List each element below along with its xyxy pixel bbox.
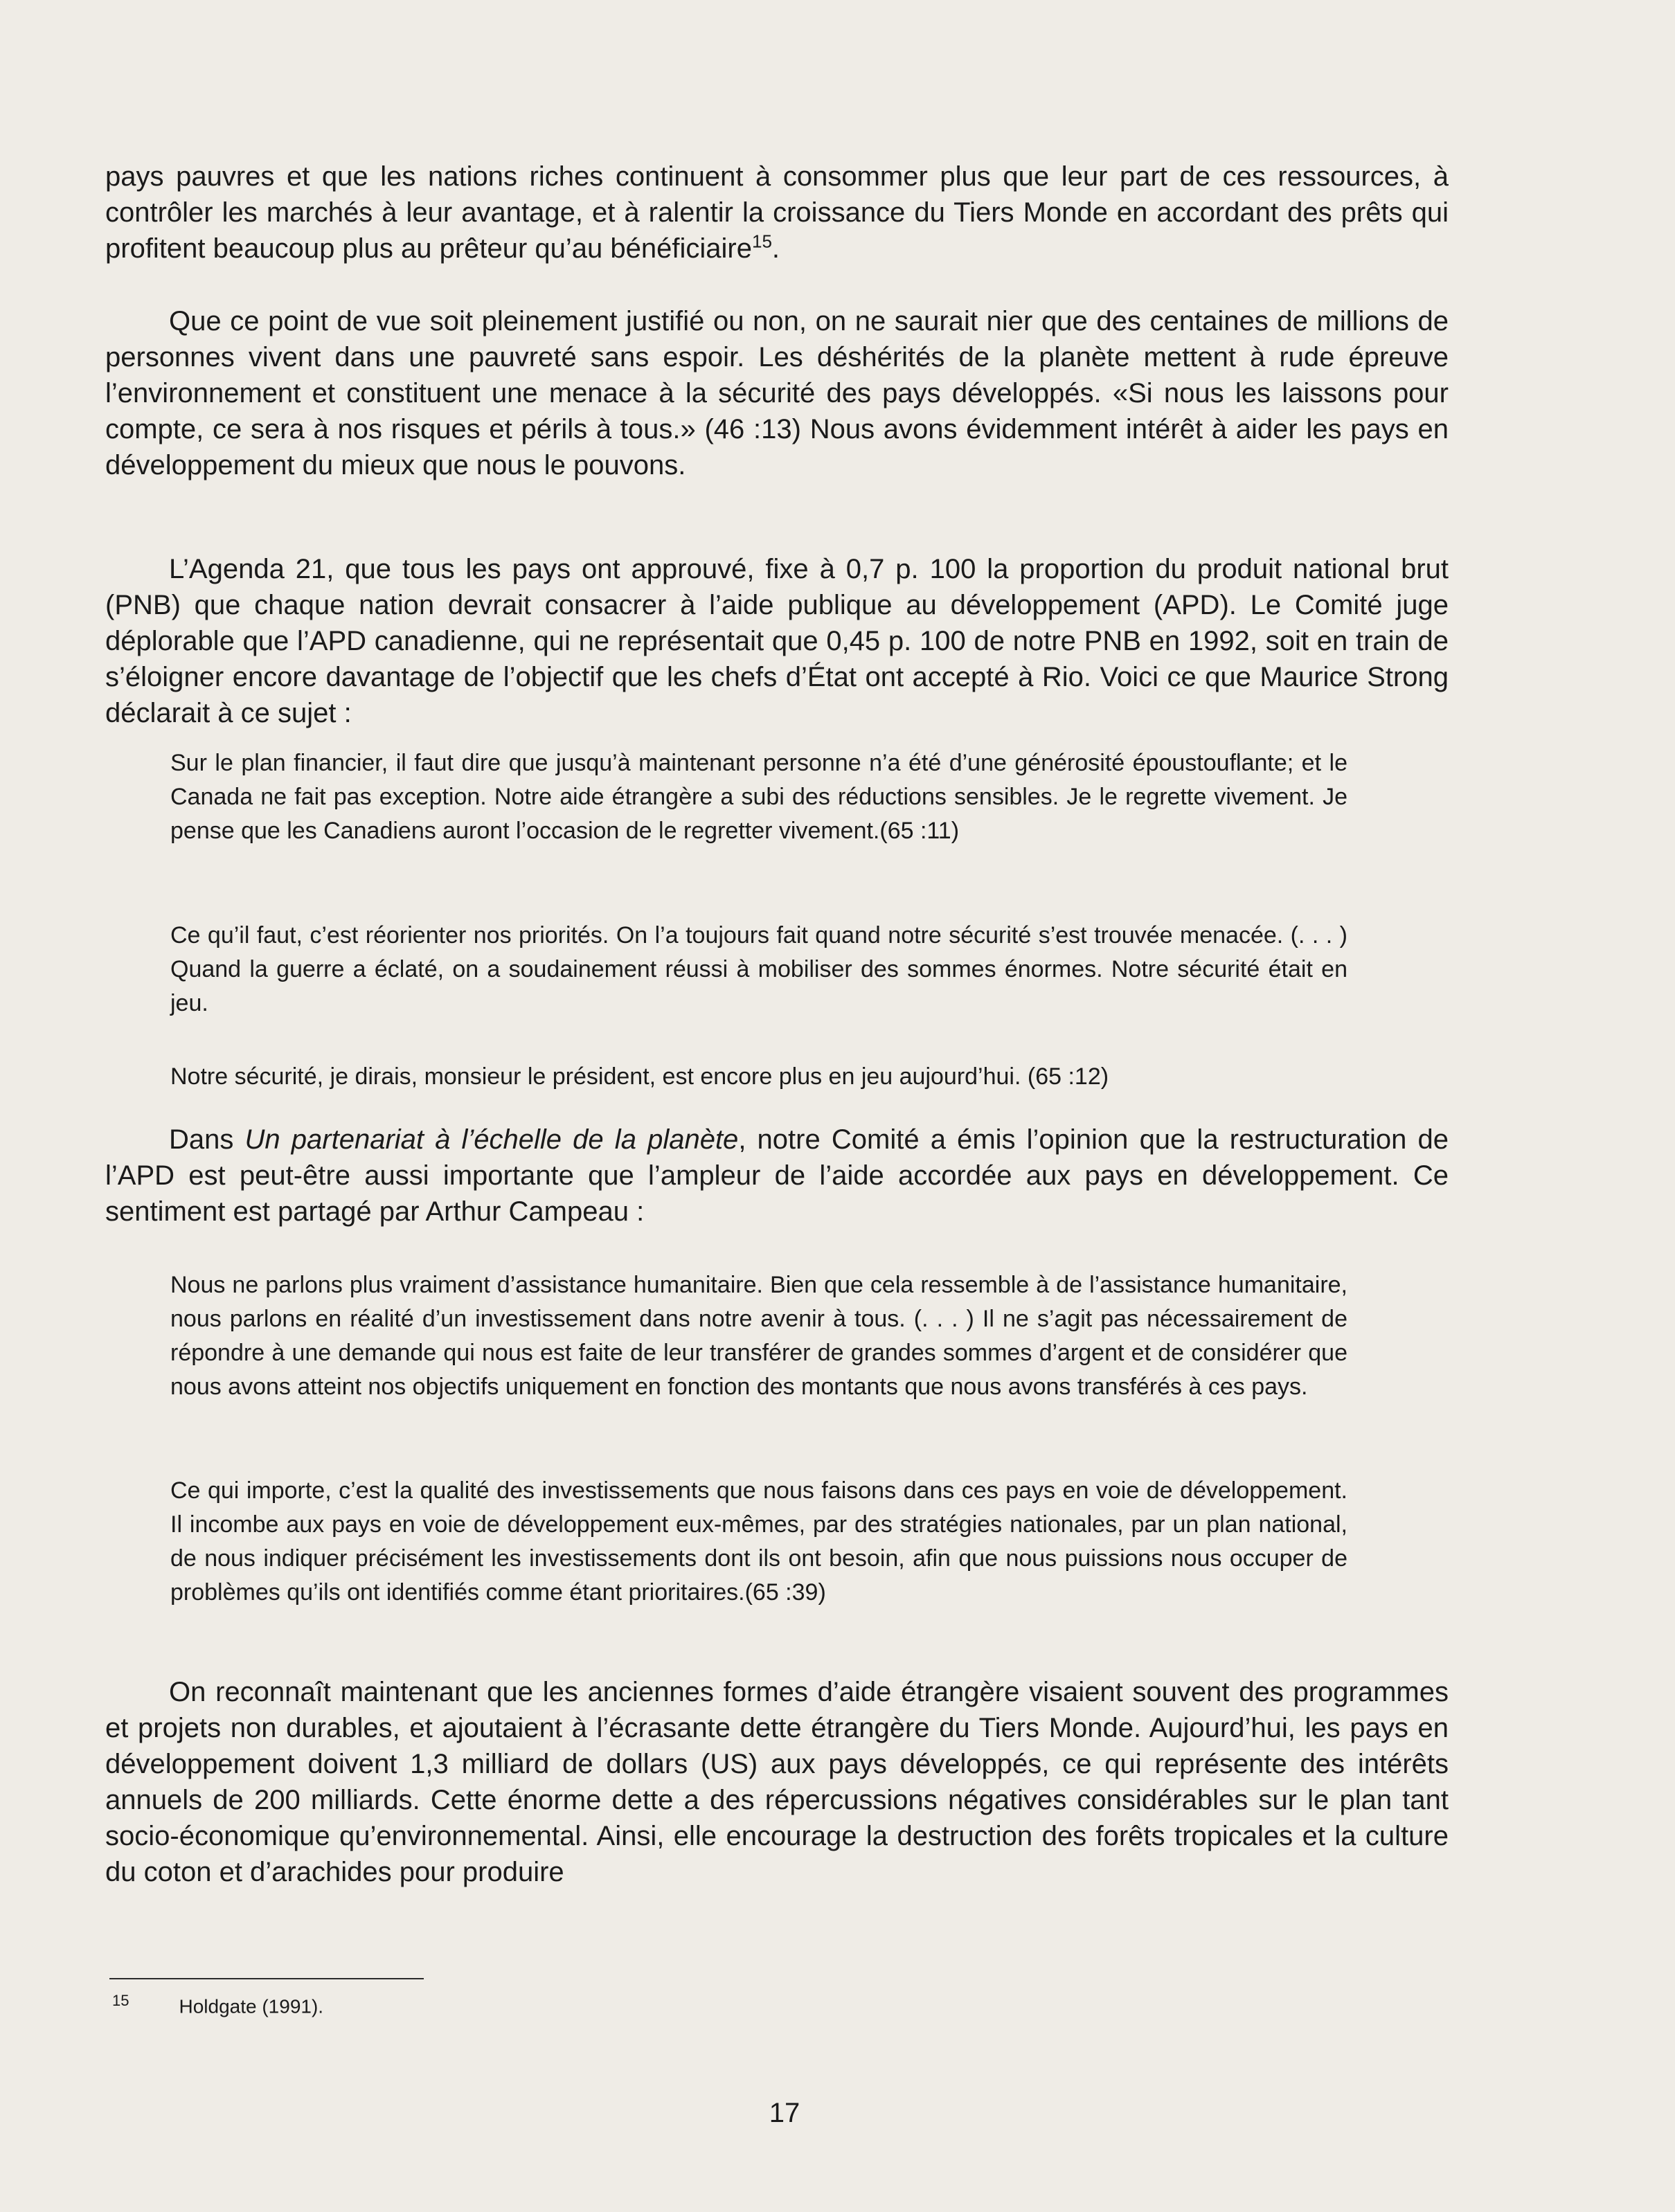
page-number: 17 <box>769 2098 800 2128</box>
paragraph-4 <box>105 1122 1449 1230</box>
quote-1: Sur le plan financier, il faut dire que jusqu’à maintenant personne n’a été d’une générosité époustouflante; et le Canada ne fait pas exception. Notre aide étrangère a subi des réductions sensibles. Je le regrette vivement. Je pense que les Canadiens auront l’occasion de le regretter vivement.(65 :11) <box>170 750 1347 844</box>
quote-2: Ce qu’il faut, c’est réorienter nos priorités. On l’a toujours fait quand notre sécurité s’est trouvée menacée. (. . . ) Quand la guerre a éclaté, on a soudainement réussi à mobiliser des sommes énormes. Notre sécurité était en jeu. <box>170 922 1347 1016</box>
footnote <box>112 1988 323 2019</box>
paragraph-5-text: On reconnaît maintenant que les anciennes formes d’aide étrangère visaient souvent des programmes et projets non durables, et ajoutaient à l’écrasante dette étrangère du Tiers Monde. Aujourd’hui, les pays en développement doivent 1,3 milliard de dollars (US) aux pays développés, ce qui représente des intérêts annuels de 200 milliards. Cette énorme dette a des répercussions négatives considérables sur le plan tant socio-économique qu’environnemental. Ainsi, elle encourage la destruction des forêts tropicales et la culture du coton et d’arachides pour produire <box>105 1677 1449 1887</box>
paragraph-2-text: Que ce point de vue soit pleinement justifié ou non, on ne saurait nier que des centaines de millions de personnes vivent dans une pauvreté sans espoir. Les déshérités de la planète mettent à rude épreuve l’environnement et constituent une menace à la sécurité des pays développés. «Si nous les laissons pour compte, ce sera à nos risques et périls à tous.» (46 :13) Nous avons évidemment intérêt à aider les pays en développement du mieux que nous le pouvons. <box>105 306 1449 480</box>
paragraph-1-text: pays pauvres et que les nations riches continuent à consommer plus que leur part de ces ressources, à contrôler les marchés à leur avantage, et à ralentir la croissance du Tiers Monde en accordant des prêts qui profitent beaucoup plus au prêteur qu’au bénéficiaire <box>105 161 1449 264</box>
paragraph-2 <box>105 303 1449 483</box>
footnote-reference: 15 <box>751 231 772 252</box>
quote-3: Notre sécurité, je dirais, monsieur le président, est encore plus en jeu aujourd’hui. (65 :12) <box>170 1063 1109 1090</box>
footnote-text: Holdgate (1991). <box>179 1995 324 2017</box>
paragraph-3-text: L’Agenda 21, que tous les pays ont approuvé, fixe à 0,7 p. 100 la proportion du produit national brut (PNB) que chaque nation devrait consacrer à l’aide publique au développement (APD). Le Comité juge déplorable que l’APD canadienne, qui ne représentait que 0,45 p. 100 de notre PNB en 1992, soit en train de s’éloigner encore davantage de l’objectif que les chefs d’État ont accepté à Rio. Voici ce que Maurice Strong déclarait à ce sujet : <box>105 554 1449 728</box>
paragraph-5 <box>105 1674 1449 1890</box>
report-title: Un partenariat à l’échelle de la planète <box>244 1124 739 1155</box>
quote-5: Ce qui importe, c’est la qualité des investissements que nous faisons dans ces pays en voie de développement. Il incombe aux pays en voie de développement eux-mêmes, par des stratégies nationales, par un plan national, de nous indiquer précisément les investissements dont ils ont besoin, afin que nous puissions nous occuper de problèmes qu’ils ont identifiés comme étant prioritaires.(65 :39) <box>170 1477 1347 1606</box>
footnote-divider <box>109 1978 424 1979</box>
paragraph-3 <box>105 551 1449 731</box>
footnote-number: 15 <box>112 1992 129 2009</box>
paragraph-4-rest: , notre Comité a émis l’opinion que la restructuration de l’APD est peut-être aussi importante que l’ampleur de l’aide accordée aux pays en développement. Ce sentiment est partagé par Arthur Campeau : <box>105 1124 1449 1227</box>
paragraph-4-start: Dans <box>169 1124 245 1155</box>
paragraph-1-end: . <box>771 233 780 264</box>
paragraph-1 <box>105 159 1449 267</box>
quote-4: Nous ne parlons plus vraiment d’assistance humanitaire. Bien que cela ressemble à de l’assistance humanitaire, nous parlons en réalité d’un investissement dans notre avenir à tous. (. . . ) Il ne s’agit pas nécessairement de répondre à une demande qui nous est faite de leur transférer de grandes sommes d’argent et de considérer que nous avons atteint nos objectifs uniquement en fonction des montants que nous avons transférés à ces pays. <box>170 1272 1347 1400</box>
